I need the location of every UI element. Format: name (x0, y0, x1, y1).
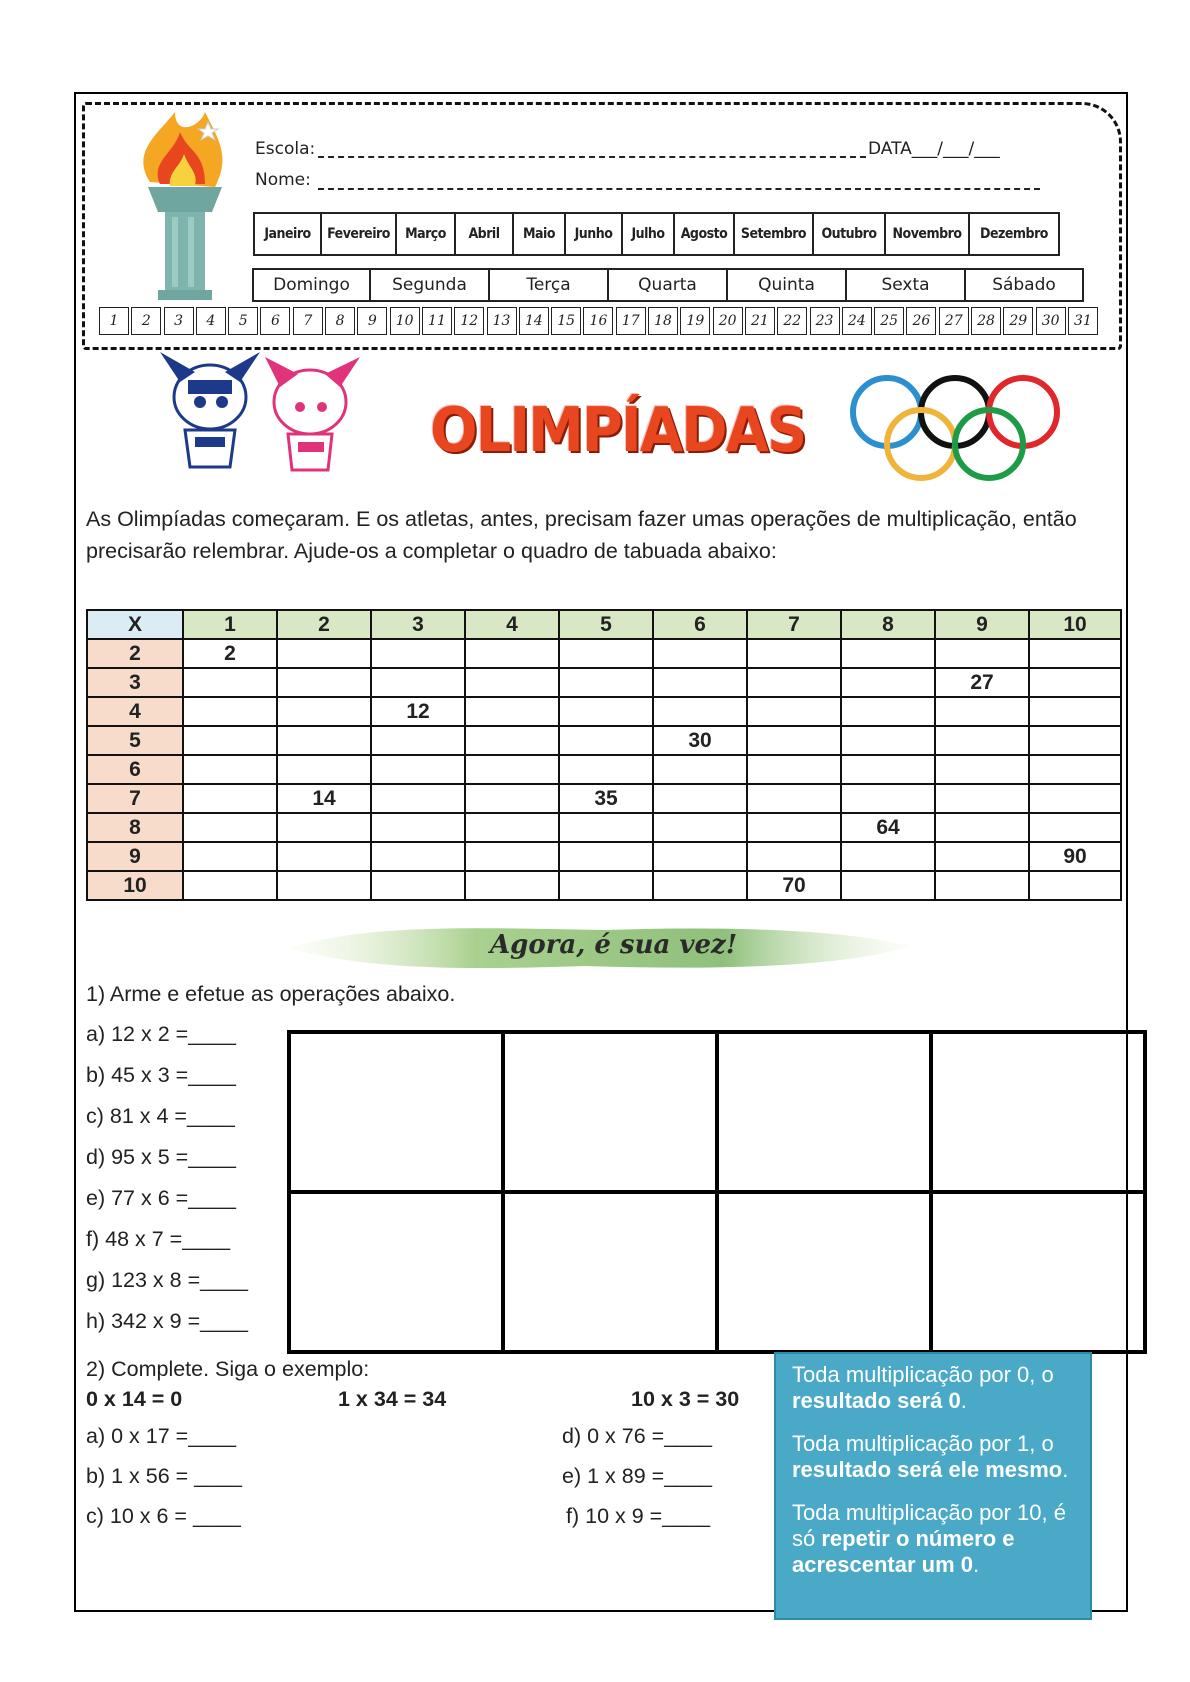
table-cell[interactable] (183, 813, 277, 842)
table-cell[interactable] (841, 639, 935, 668)
table-cell[interactable] (653, 639, 747, 668)
your-turn-heading: Agora, é sua vez! (490, 930, 738, 960)
table-cell[interactable] (371, 668, 465, 697)
table-cell[interactable] (371, 784, 465, 813)
month-cell[interactable]: Julho (623, 214, 675, 254)
tip-ten (792, 1500, 1074, 1578)
weekday-cell[interactable]: Terça (490, 270, 609, 300)
table-cell: 30 (653, 726, 747, 755)
tip-bold: resultado será ele mesmo (792, 1457, 1063, 1482)
q2-example: 1 x 34 = 34 (338, 1387, 447, 1411)
table-cell[interactable] (183, 697, 277, 726)
table-column-header: 8 (841, 610, 935, 639)
weekday-cell[interactable]: Sexta (847, 270, 966, 300)
table-corner: X (87, 610, 183, 639)
weekday-cell[interactable]: Sábado (992, 275, 1056, 295)
name-field[interactable] (318, 188, 1040, 190)
table-cell[interactable] (277, 755, 371, 784)
school-label: Escola: (255, 139, 316, 159)
day-number[interactable]: 5 (228, 307, 258, 335)
table-cell[interactable] (183, 842, 277, 871)
table-cell[interactable] (653, 813, 747, 842)
table-row (87, 871, 1121, 900)
table-cell[interactable] (841, 784, 935, 813)
month-cell[interactable]: Abril (456, 214, 514, 254)
day-number[interactable]: 26 (906, 307, 936, 335)
table-cell[interactable] (277, 697, 371, 726)
table-cell[interactable] (935, 726, 1029, 755)
table-cell[interactable] (277, 842, 371, 871)
table-cell[interactable] (935, 697, 1029, 726)
table-cell[interactable] (935, 755, 1029, 784)
day-number[interactable]: 17 (616, 307, 646, 335)
tip-text: . (973, 1552, 980, 1577)
table-cell[interactable] (935, 842, 1029, 871)
table-cell[interactable] (747, 755, 841, 784)
table-cell[interactable] (653, 697, 747, 726)
day-number[interactable]: 19 (680, 307, 710, 335)
table-column-header: 2 (277, 610, 371, 639)
table-cell[interactable] (371, 726, 465, 755)
q1-title: 1) Arme e efetue as operações abaixo. (86, 982, 456, 1006)
q1-item: e) 77 x 6 =____ (86, 1186, 237, 1210)
name-label: Nome: (255, 170, 311, 190)
table-column-header: 5 (559, 610, 653, 639)
table-cell[interactable] (841, 697, 935, 726)
q1-item: g) 123 x 8 =____ (86, 1268, 248, 1292)
q1-item: a) 12 x 2 =____ (86, 1022, 237, 1046)
work-box[interactable] (717, 1032, 931, 1192)
q2-item: d) 0 x 76 =____ (562, 1424, 713, 1448)
day-number[interactable]: 9 (357, 307, 387, 335)
table-cell[interactable] (559, 726, 653, 755)
table-cell[interactable] (465, 755, 559, 784)
day-number[interactable]: 10 (390, 307, 420, 335)
table-row (87, 842, 1121, 871)
month-cell[interactable]: Março (397, 214, 456, 254)
table-cell[interactable] (653, 842, 747, 871)
table-cell[interactable] (935, 784, 1029, 813)
table-cell[interactable] (747, 697, 841, 726)
table-cell[interactable] (841, 871, 935, 900)
table-cell[interactable] (653, 755, 747, 784)
table-cell[interactable] (1029, 697, 1121, 726)
month-cell[interactable]: Fevereiro (322, 214, 397, 254)
table-column-header: 1 (183, 610, 277, 639)
table-cell[interactable] (935, 813, 1029, 842)
day-number[interactable]: 24 (842, 307, 872, 335)
tip-zero (792, 1362, 1074, 1414)
q2-example: 10 x 3 = 30 (631, 1387, 740, 1411)
table-cell[interactable] (277, 668, 371, 697)
day-number[interactable]: 25 (874, 307, 904, 335)
table-cell[interactable] (935, 871, 1029, 900)
olympic-rings-icon (845, 372, 1065, 482)
work-box[interactable] (503, 1032, 717, 1192)
table-row (87, 813, 1121, 842)
table-cell[interactable] (183, 871, 277, 900)
table-cell[interactable] (183, 726, 277, 755)
q2-item: a) 0 x 17 =____ (86, 1424, 237, 1448)
table-cell[interactable] (277, 871, 371, 900)
day-number[interactable]: 4 (196, 307, 226, 335)
table-cell[interactable] (1029, 668, 1121, 697)
table-cell[interactable] (653, 871, 747, 900)
table-cell: 27 (935, 668, 1029, 697)
day-number[interactable]: 8 (325, 307, 355, 335)
olympic-torch-icon (120, 112, 250, 312)
table-row (87, 697, 1121, 726)
day-number[interactable]: 13 (487, 307, 517, 335)
day-number[interactable]: 31 (1068, 307, 1098, 335)
table-cell[interactable] (183, 668, 277, 697)
table-cell[interactable] (1029, 813, 1121, 842)
work-box[interactable] (931, 1192, 1145, 1352)
day-number[interactable]: 7 (293, 307, 323, 335)
table-row (87, 639, 1121, 668)
table-cell[interactable] (841, 755, 935, 784)
table-column-header: 6 (653, 610, 747, 639)
work-box[interactable] (931, 1032, 1145, 1192)
table-cell[interactable] (559, 755, 653, 784)
table-cell[interactable] (747, 639, 841, 668)
table-row-header: 3 (87, 668, 183, 697)
work-box[interactable] (289, 1032, 503, 1192)
table-cell[interactable] (1029, 871, 1121, 900)
table-cell[interactable] (371, 813, 465, 842)
day-number[interactable]: 16 (583, 307, 613, 335)
table-cell[interactable] (653, 784, 747, 813)
table-cell[interactable] (841, 726, 935, 755)
q2-title: 2) Complete. Siga o exemplo: (86, 1357, 370, 1381)
table-cell: 64 (841, 813, 935, 842)
weekday-cell[interactable]: Quarta (609, 270, 728, 300)
day-number[interactable]: 29 (1003, 307, 1033, 335)
weekday-cell[interactable]: Segunda (371, 270, 490, 300)
table-cell[interactable] (371, 871, 465, 900)
tip-one (792, 1431, 1074, 1483)
tip-bold: repetir o número e acrescentar um 0 (792, 1526, 1015, 1577)
table-cell[interactable] (559, 813, 653, 842)
tip-text: Toda multiplicação por 1, o (792, 1431, 1054, 1456)
table-cell[interactable] (1029, 755, 1121, 784)
table-cell[interactable] (465, 813, 559, 842)
work-box[interactable] (717, 1192, 931, 1352)
table-cell[interactable] (559, 639, 653, 668)
date-label[interactable]: DATA___/___/___ (868, 139, 1000, 159)
table-cell[interactable] (935, 639, 1029, 668)
table-cell[interactable] (371, 842, 465, 871)
table-cell[interactable] (371, 639, 465, 668)
table-column-header: 9 (935, 610, 1029, 639)
table-row-header: 2 (87, 639, 183, 668)
table-row-header: 6 (87, 755, 183, 784)
day-number[interactable]: 6 (260, 307, 290, 335)
q1-item: c) 81 x 4 =____ (86, 1104, 235, 1128)
mascots-illustration (140, 352, 380, 482)
work-grid (287, 1030, 1147, 1354)
weekdays-row (252, 268, 1084, 302)
table-row (87, 755, 1121, 784)
month-cell[interactable]: Setembro (735, 214, 814, 254)
table-cell[interactable] (841, 668, 935, 697)
day-number[interactable]: 3 (164, 307, 194, 335)
table-row (87, 784, 1121, 813)
q1-item: f) 48 x 7 =____ (86, 1227, 231, 1251)
day-number[interactable]: 20 (713, 307, 743, 335)
day-number[interactable]: 15 (551, 307, 581, 335)
table-row (87, 726, 1121, 755)
tip-text: Toda multiplicação por 0, o (792, 1362, 1054, 1387)
month-cell[interactable]: Outubro (814, 214, 886, 254)
day-number[interactable]: 23 (810, 307, 840, 335)
table-row-header: 8 (87, 813, 183, 842)
table-cell[interactable] (747, 784, 841, 813)
month-cell[interactable]: Agosto (675, 214, 735, 254)
table-cell: 2 (183, 639, 277, 668)
table-column-header: 4 (465, 610, 559, 639)
table-row (87, 668, 1121, 697)
page-title: OLIMPÍADAS (430, 394, 806, 467)
table-cell[interactable] (653, 668, 747, 697)
day-number[interactable]: 21 (745, 307, 775, 335)
table-cell[interactable] (1029, 784, 1121, 813)
table-cell[interactable] (747, 726, 841, 755)
work-box[interactable] (503, 1192, 717, 1352)
table-cell[interactable] (559, 871, 653, 900)
table-cell[interactable] (465, 697, 559, 726)
day-number[interactable]: 12 (454, 307, 484, 335)
q2-item: b) 1 x 56 = ____ (86, 1464, 242, 1488)
table-row-header: 10 (87, 871, 183, 900)
table-cell[interactable] (841, 842, 935, 871)
months-row (253, 212, 1060, 256)
table-cell[interactable] (465, 784, 559, 813)
tip-box (774, 1352, 1092, 1620)
table-header-row (87, 610, 1121, 639)
day-number[interactable]: 28 (971, 307, 1001, 335)
tip-text: Toda multiplicação por 10, é só (792, 1500, 1066, 1551)
table-cell[interactable] (183, 784, 277, 813)
q1-item: b) 45 x 3 =____ (86, 1063, 237, 1087)
q2-example: 0 x 14 = 0 (86, 1387, 183, 1411)
day-number[interactable]: 14 (519, 307, 549, 335)
q1-item: h) 342 x 9 =____ (86, 1309, 248, 1333)
day-number[interactable]: 2 (131, 307, 161, 335)
table-cell[interactable] (277, 639, 371, 668)
weekday-cell[interactable]: Quinta (728, 270, 847, 300)
table-cell[interactable] (747, 842, 841, 871)
table-cell: 35 (559, 784, 653, 813)
table-row-header: 9 (87, 842, 183, 871)
table-cell: 12 (371, 697, 465, 726)
table-cell[interactable] (559, 668, 653, 697)
q2-item: c) 10 x 6 = ____ (86, 1504, 241, 1528)
table-cell[interactable] (465, 639, 559, 668)
q2-item: e) 1 x 89 =____ (562, 1464, 713, 1488)
day-number[interactable]: 30 (1036, 307, 1066, 335)
month-cell[interactable]: Dezembro (980, 226, 1048, 242)
table-cell[interactable] (277, 813, 371, 842)
table-row-header: 5 (87, 726, 183, 755)
table-cell[interactable] (183, 755, 277, 784)
day-numbers-row (99, 307, 1100, 335)
table-cell[interactable] (1029, 726, 1121, 755)
tip-text: . (960, 1388, 967, 1413)
q1-item: d) 95 x 5 =____ (86, 1145, 237, 1169)
multiplication-table (86, 609, 1122, 901)
table-column-header: 10 (1029, 610, 1121, 639)
tip-bold: resultado será 0 (792, 1388, 961, 1413)
table-column-header: 3 (371, 610, 465, 639)
q2-item: f) 10 x 9 =____ (566, 1504, 711, 1528)
table-cell[interactable] (559, 697, 653, 726)
table-cell[interactable] (465, 871, 559, 900)
table-cell[interactable] (465, 842, 559, 871)
month-cell[interactable]: Junho (566, 214, 623, 254)
table-cell: 90 (1029, 842, 1121, 871)
day-number[interactable]: 22 (777, 307, 807, 335)
day-number[interactable]: 1 (99, 307, 129, 335)
month-cell[interactable]: Maio (514, 214, 566, 254)
table-cell[interactable] (559, 842, 653, 871)
table-cell[interactable] (747, 668, 841, 697)
table-cell[interactable] (277, 726, 371, 755)
intro-text: As Olimpíadas começaram. E os atletas, antes, precisam fazer umas operações de multiplicação, então precisarão relembrar. Ajude-os a completar o quadro de tabuada abaixo: (86, 507, 1077, 563)
day-number[interactable]: 11 (422, 307, 452, 335)
school-field[interactable] (318, 156, 866, 158)
day-number[interactable]: 27 (939, 307, 969, 335)
table-cell[interactable] (1029, 639, 1121, 668)
table-cell[interactable] (465, 726, 559, 755)
weekday-cell[interactable]: Domingo (254, 270, 371, 300)
table-cell[interactable] (465, 668, 559, 697)
tip-text: . (1062, 1457, 1069, 1482)
month-cell[interactable]: Novembro (886, 214, 970, 254)
day-number[interactable]: 18 (648, 307, 678, 335)
table-column-header: 7 (747, 610, 841, 639)
table-cell[interactable] (371, 755, 465, 784)
table-row-header: 4 (87, 697, 183, 726)
month-cell[interactable]: Janeiro (255, 214, 322, 254)
table-cell[interactable] (747, 813, 841, 842)
work-box[interactable] (289, 1192, 503, 1352)
table-row-header: 7 (87, 784, 183, 813)
table-cell: 14 (277, 784, 371, 813)
table-cell: 70 (747, 871, 841, 900)
